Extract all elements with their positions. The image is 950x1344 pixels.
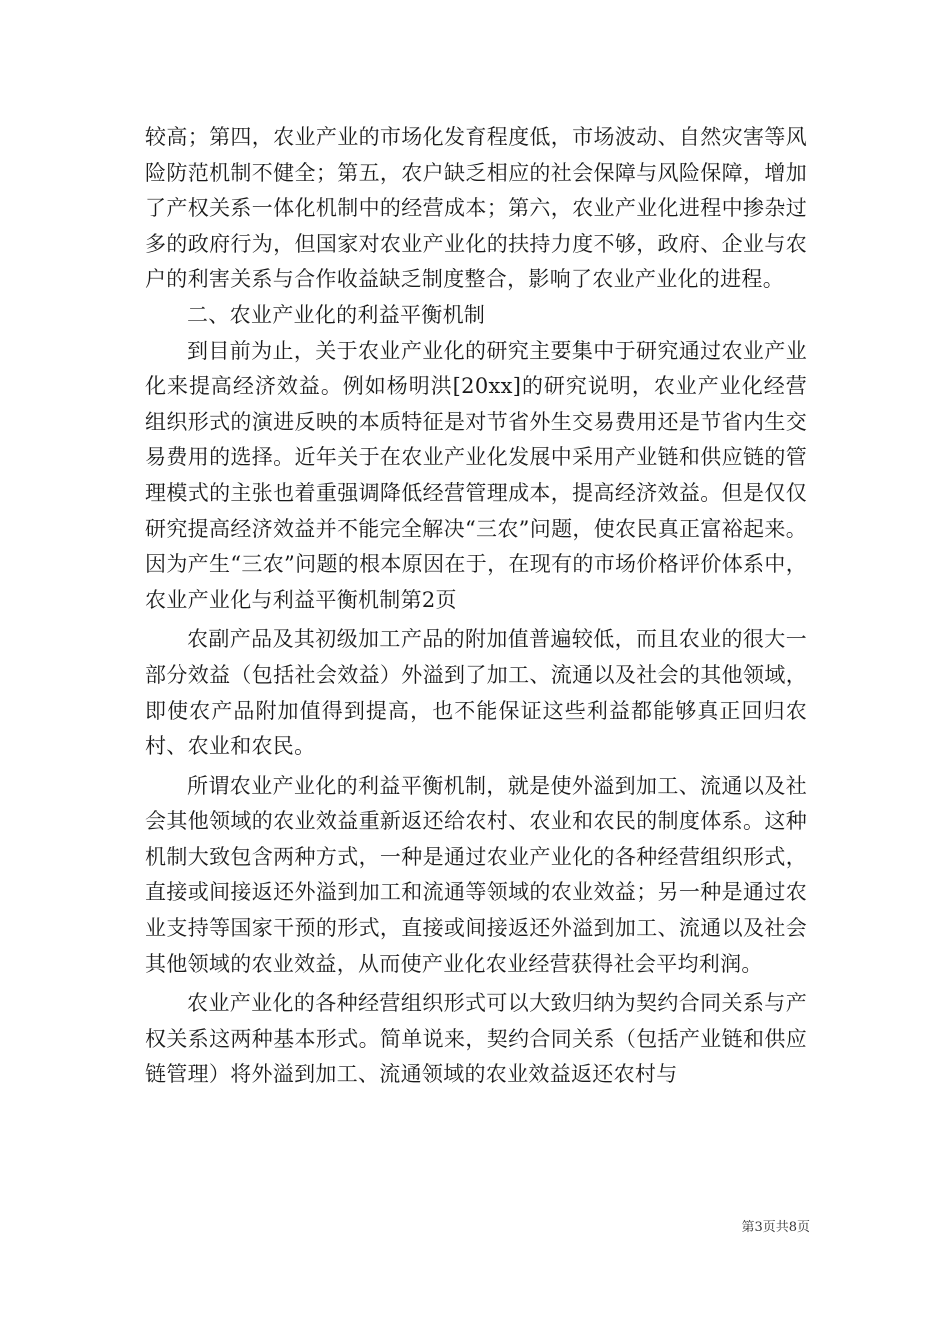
document-body [145,120,807,1093]
page-number: 第3页共8页 [741,1220,810,1235]
section-heading: 二、农业产业化的利益平衡机制 [187,302,486,327]
paragraph-value-added: 农副产品及其初级加工产品的附加值普遍较低，而且农业的很大一部分效益（包括社会效益）外溢到了加工、流通以及社会的其他领域，即使农产品附加值得到提高，也不能保证这些利益都能够真正回归农村、农业和农民。 [145,627,807,759]
paragraph-continuation: 较高；第四，农业产业的市场化发育程度低，市场波动、自然灾害等风险防范机制不健全；第五，农户缺乏相应的社会保障与风险保障，增加了产权关系一体化机制中的经营成本；第六，农业产业化进程中掺杂过多的政府行为，但国家对农业产业化的扶持力度不够，政府、企业与农户的利害关系与合作收益缺乏制度整合，影响了农业产业化的进程。 [145,125,807,292]
paragraph-research: 到目前为止，关于农业产业化的研究主要集中于研究通过农业产业化来提高经济效益。例如杨明洪[20xx]的研究说明，农业产业化经营组织形式的演进反映的本质特征是对节省外生交易费用还是节省内生交易费用的选择。近年关于在农业产业化发展中采用产业链和供应链的管理模式的主张也着重强调降低经营管理成本，提高经济效益。但是仅仅研究提高经济效益并不能完全解决“三农”问题，使农民真正富裕起来。因为产生“三农”问题的根本原因在于，在现有的市场价格评价体系中，农业产业化与利益平衡机制第2页 [145,338,807,612]
paragraph-organization-forms: 农业产业化的各种经营组织形式可以大致归纳为契约合同关系与产权关系这两种基本形式。简单说来，契约合同关系（包括产业链和供应链管理）将外溢到加工、流通领域的农业效益返还农村与 [145,991,807,1087]
paragraph-balance-mechanism: 所谓农业产业化的利益平衡机制，就是使外溢到加工、流通以及社会其他领域的农业效益重新返还给农村、农业和农民的制度体系。这种机制大致包含两种方式，一种是通过农业产业化的各种经营组织形式，直接或间接返还外溢到加工和流通等领域的农业效益；另一种是通过农业支持等国家干预的形式，直接或间接返还外溢到加工、流通以及社会其他领域的农业效益，从而使产业化农业经营获得社会平均利润。 [145,773,807,976]
